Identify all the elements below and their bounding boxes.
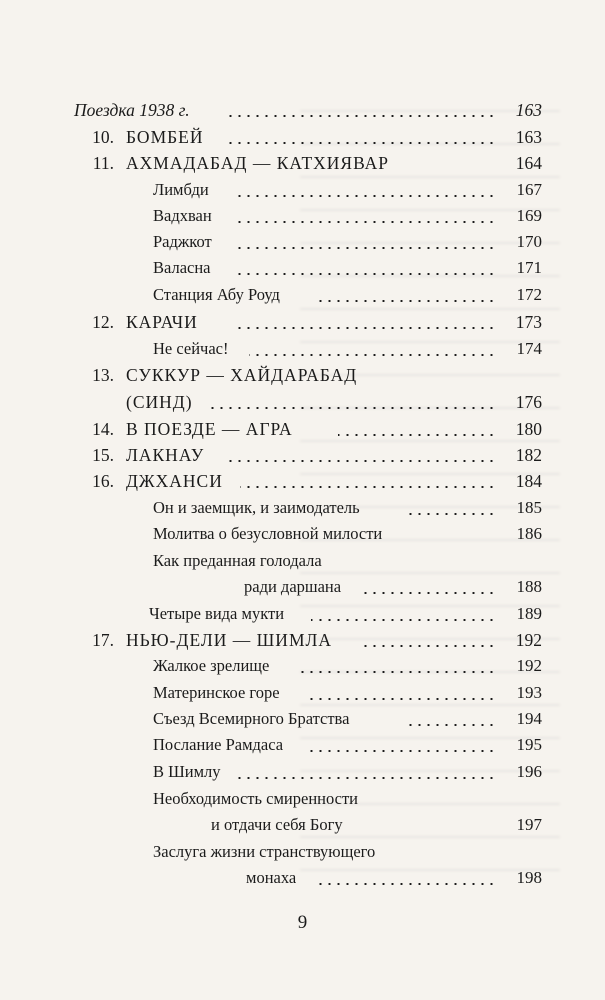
- leader-dots: [295, 671, 496, 673]
- toc-subentry: Жалкое зрелище 192: [153, 656, 542, 675]
- toc-chapter: 17. НЬЮ-ДЕЛИ — ШИМЛА 192: [92, 630, 542, 650]
- toc-subentry-continuation: ради даршана 188: [244, 577, 542, 596]
- leader-dots: [338, 434, 496, 436]
- toc-subentry: Съезд Всемирного Братства 194: [153, 709, 542, 728]
- toc-chapter: 14. В ПОЕЗДЕ — АГРА 180: [92, 419, 542, 439]
- toc-subentry: Станция Абу Роуд 172: [153, 285, 542, 304]
- toc-subentry-continuation: и отдачи себя Богу 197: [211, 815, 542, 834]
- toc-subentry: Не сейчас! 174: [153, 339, 542, 358]
- leader-dots: [233, 777, 496, 779]
- leader-dots: [405, 513, 496, 515]
- leader-dots: [232, 327, 496, 329]
- leader-dots: [317, 883, 496, 885]
- leader-dots: [210, 407, 496, 409]
- toc-subentry: Лимбди 167: [153, 180, 542, 199]
- toc-chapter-continuation: (СИНД) 176: [126, 392, 542, 412]
- toc-chapter: 10. БОМБЕЙ 163: [92, 127, 542, 147]
- leader-dots: [233, 273, 496, 275]
- toc-subentry: Молитва о безусловной милости 186: [153, 524, 542, 543]
- leader-dots: [224, 115, 496, 117]
- page-number: 9: [297, 912, 308, 933]
- toc-part-heading: Поездка 1938 г. 163: [74, 100, 542, 120]
- toc-chapter: 15. ЛАКНАУ 182: [92, 445, 542, 465]
- leader-dots: [226, 460, 496, 462]
- leader-dots: [226, 142, 496, 144]
- leader-dots: [313, 300, 496, 302]
- toc-subentry: Материнское горе 193: [153, 683, 542, 702]
- leader-dots: [403, 724, 496, 726]
- toc-subentry: Он и заемщик, и заимодатель 185: [153, 498, 542, 517]
- toc-subentry-continuation: монаха 198: [246, 868, 542, 887]
- toc-chapter: 13. СУККУР — ХАЙДАРАБАД: [92, 365, 358, 385]
- leader-dots: [233, 221, 496, 223]
- leader-dots: [249, 354, 496, 356]
- toc-subentry: Раджкот 170: [153, 232, 542, 251]
- leader-dots: [359, 592, 496, 594]
- leader-dots: [233, 195, 496, 197]
- leader-dots: [309, 698, 496, 700]
- leader-dots: [364, 645, 496, 647]
- leader-dots: [309, 750, 496, 752]
- toc-subentry: Четыре вида мукти 189: [149, 604, 542, 623]
- toc-subentry: Заслуга жизни странствующего: [153, 842, 376, 861]
- leader-dots: [240, 486, 496, 488]
- toc-subentry: Послание Рамдаса 195: [153, 735, 542, 754]
- toc-subentry: Вадхван 169: [153, 206, 542, 225]
- toc-subentry: Валасна 171: [153, 258, 542, 277]
- toc-subentry: Необходимость смиренности: [153, 789, 359, 808]
- leader-dots: [311, 619, 496, 621]
- toc-chapter: 12. КАРАЧИ 173: [92, 312, 542, 332]
- leader-dots: [233, 247, 496, 249]
- toc-chapter: 11. АХМАДАБАД — КАТХИЯВАР 164: [92, 153, 542, 173]
- toc-chapter: 16. ДЖХАНСИ 184: [92, 471, 542, 491]
- toc-subentry: Как преданная голодала: [153, 551, 322, 570]
- toc-subentry: В Шимлу 196: [153, 762, 542, 781]
